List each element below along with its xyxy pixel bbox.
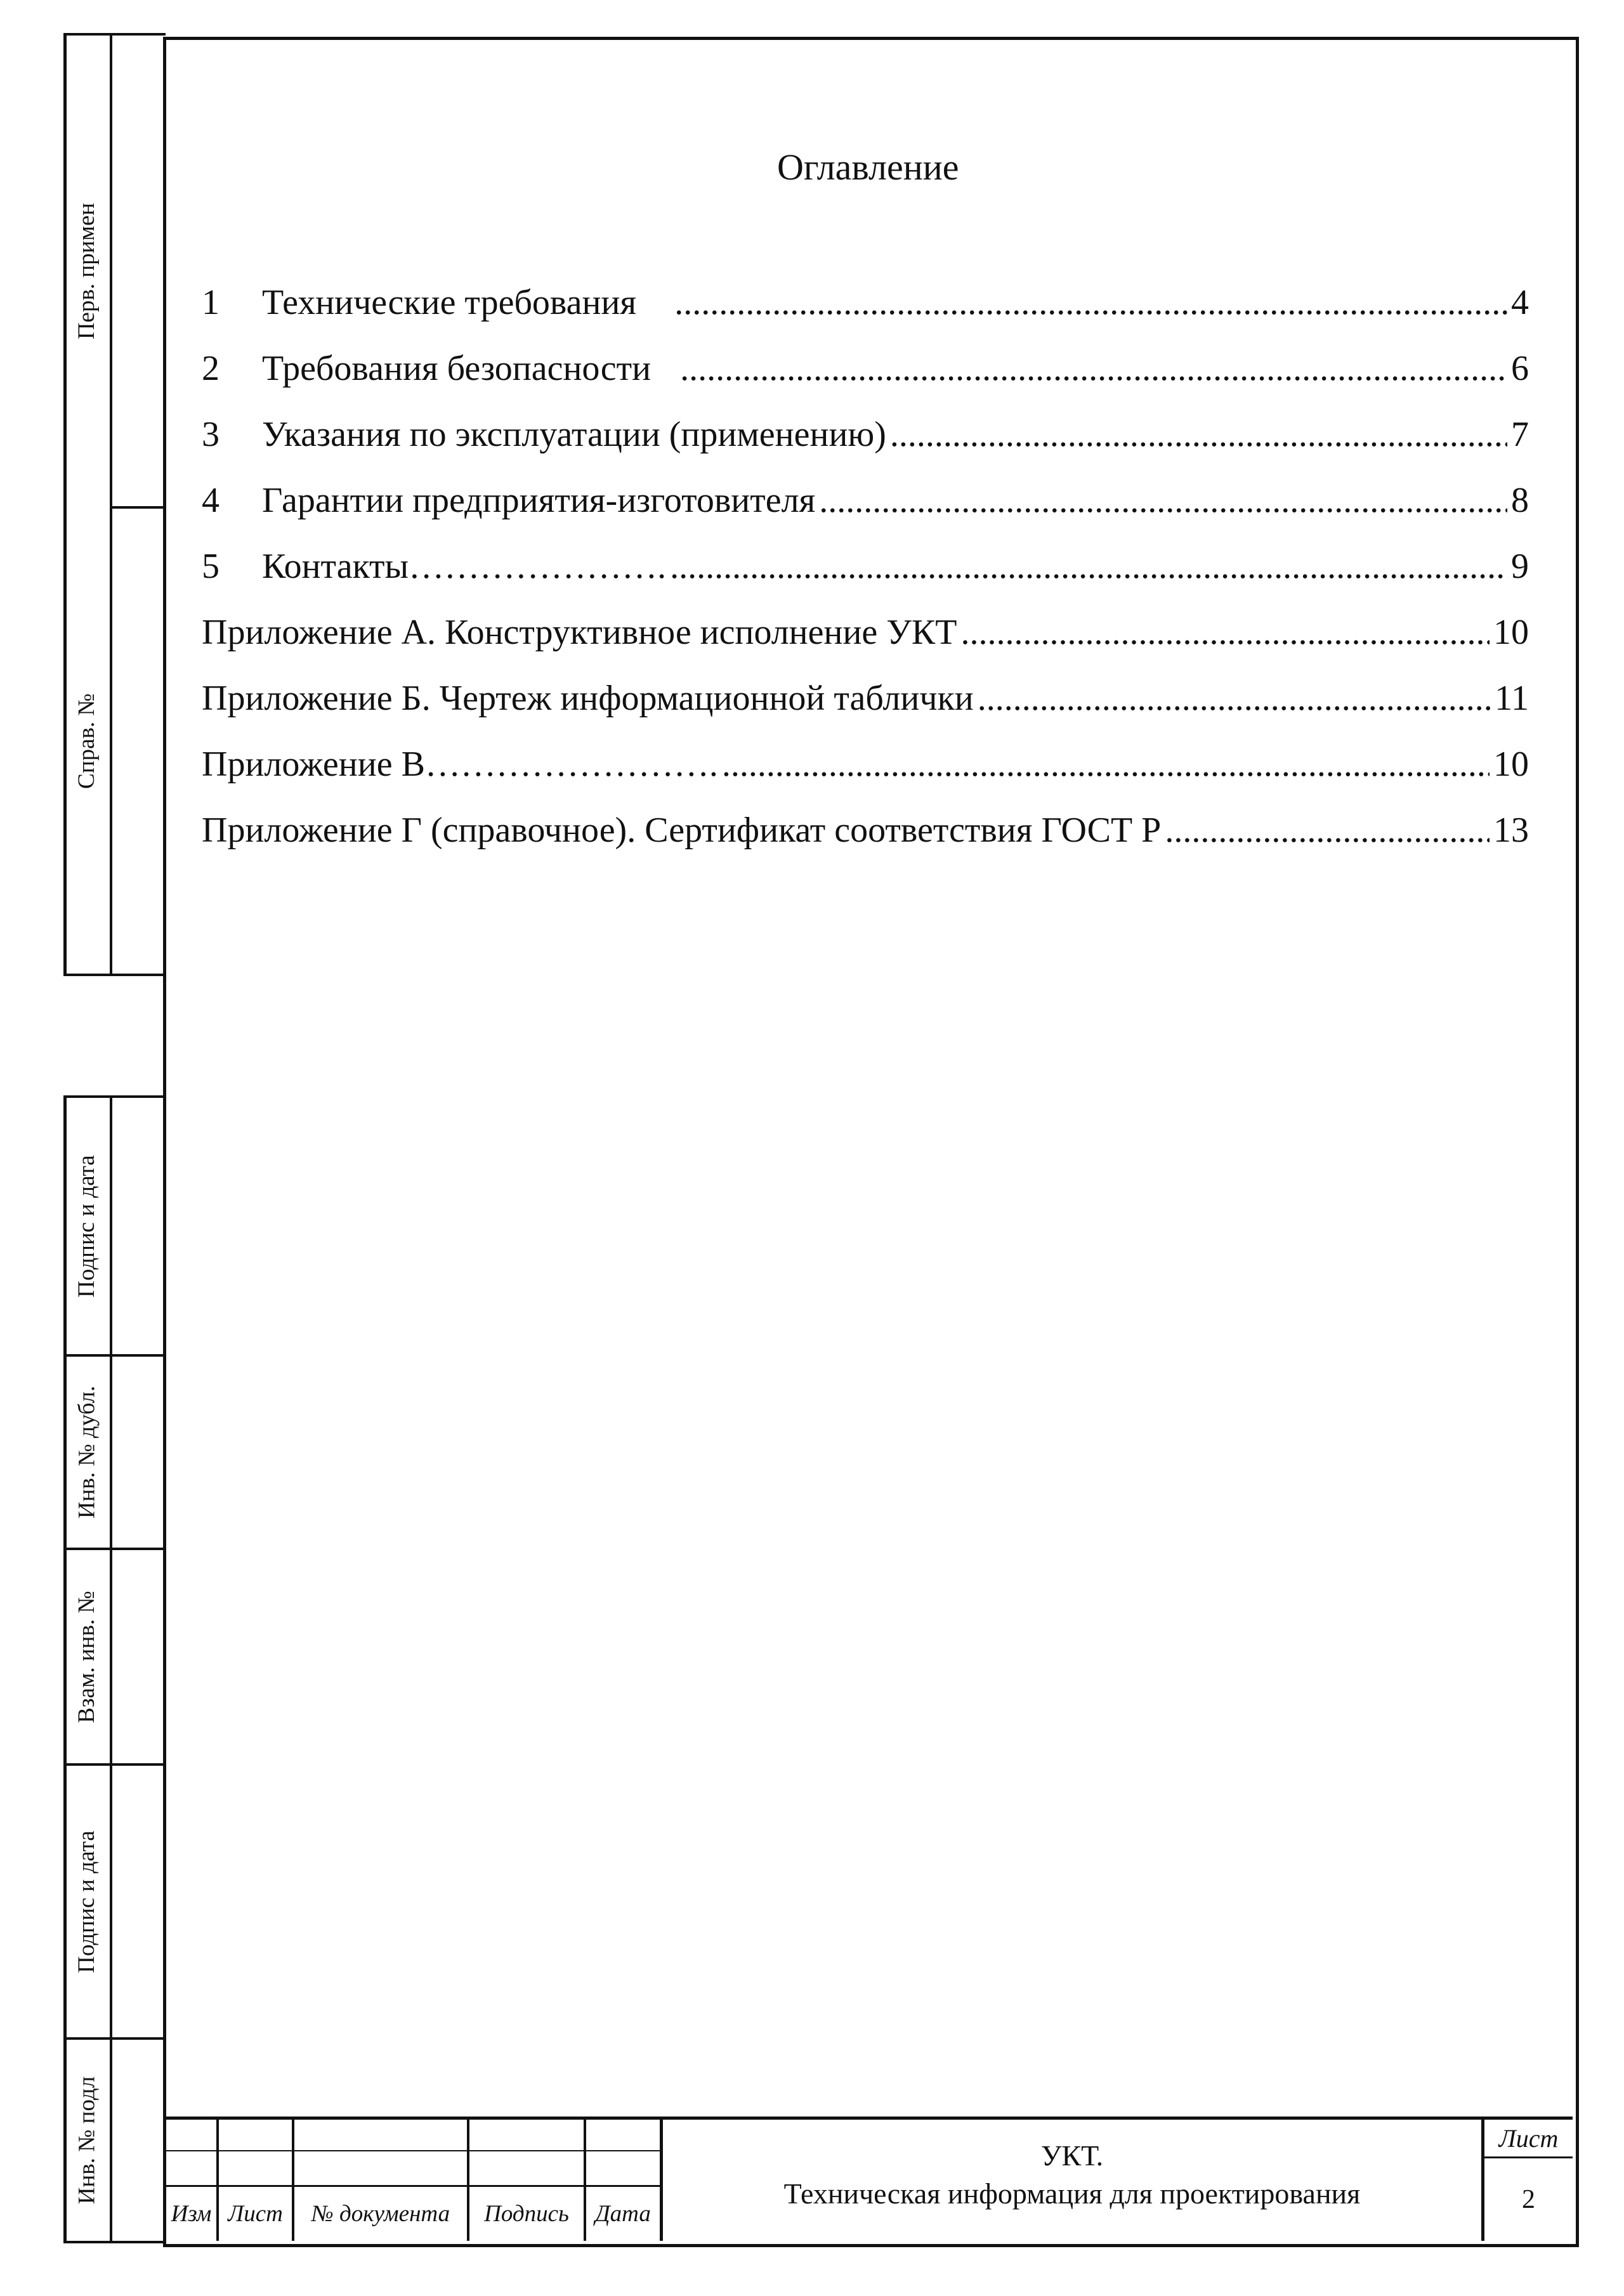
toc-entry-title: Приложение А. Конструктивное исполнение УКТ	[202, 613, 957, 652]
label-podpis-data-1: Подпис и дата	[74, 1154, 100, 1298]
title-block-date-header: Дата	[595, 2201, 651, 2227]
toc-entry-title: Гарантии предприятия-изготовителя	[262, 481, 816, 520]
toc-entry-number: 3	[202, 415, 219, 454]
toc-entry[interactable]	[202, 348, 1529, 393]
toc-entry[interactable]	[202, 480, 1529, 525]
toc-entry[interactable]	[202, 612, 1529, 656]
toc-entry-page: 13	[1493, 811, 1529, 850]
toc-entry[interactable]	[202, 546, 1529, 590]
toc-dot-leader	[819, 480, 1507, 521]
toc-title: Оглавление	[777, 147, 959, 188]
sheet-number: 2	[1522, 2185, 1535, 2214]
toc-entry[interactable]	[202, 678, 1529, 722]
toc-entry-number: 2	[202, 349, 219, 388]
toc-entry-number: 1	[202, 283, 219, 322]
toc-entry-title: Требования безопасности	[262, 349, 652, 388]
toc-entry[interactable]	[202, 282, 1529, 327]
label-vzam-inv: Взам. инв. №	[74, 1590, 100, 1723]
toc-dot-leader	[961, 612, 1490, 653]
toc-entry-title: Приложение Г (справочное). Сертификат соответствия ГОСТ Р	[202, 811, 1162, 850]
toc-entry-page: 7	[1511, 415, 1529, 454]
toc-dot-leader	[722, 744, 1490, 785]
toc-entry[interactable]	[202, 414, 1529, 459]
toc-entry-title: Указания по эксплуатации (применению)	[262, 415, 886, 454]
toc-entry-title: Контакты………………….	[262, 547, 667, 586]
toc-entry[interactable]	[202, 810, 1529, 854]
toc-dot-leader	[670, 546, 1507, 587]
toc-entry-number: 4	[202, 481, 219, 520]
toc-entry-title: Приложение В…………………….	[202, 745, 718, 784]
toc-dot-leader	[1165, 810, 1490, 851]
toc-dot-leader	[978, 678, 1491, 719]
toc-entry-page: 10	[1493, 613, 1529, 652]
toc-dot-leader	[890, 414, 1507, 455]
toc-entry-title: Технические требования	[262, 283, 637, 322]
sheet-label: Лист	[1498, 2123, 1559, 2153]
toc-dot-leader	[680, 348, 1507, 389]
toc-entry-page: 4	[1511, 283, 1529, 322]
toc-entry-title: Приложение Б. Чертеж информационной таблички	[202, 679, 974, 718]
title-block-signature-header: Подпись	[484, 2201, 569, 2227]
label-perv-primen: Перв. примен	[74, 202, 100, 339]
toc-dot-leader	[674, 282, 1507, 323]
toc-entry[interactable]	[202, 744, 1529, 788]
title-block-list-header: Лист	[228, 2201, 283, 2227]
toc-entry-page: 6	[1511, 349, 1529, 388]
label-inv-podl: Инв. № подл	[74, 2076, 100, 2205]
label-podpis-data-2: Подпис и дата	[74, 1830, 100, 1973]
title-block-izm-header: Изм	[171, 2201, 212, 2227]
toc-entry-page: 11	[1495, 679, 1529, 718]
document-title: Техническая информация для проектирования	[783, 2177, 1361, 2210]
toc-entry-page: 10	[1493, 745, 1529, 784]
title-block-doc-number-header: № документа	[311, 2201, 450, 2227]
document-code: УКТ.	[1040, 2139, 1104, 2172]
toc-entry-number: 5	[202, 547, 219, 586]
label-inv-dubl: Инв. № дубл.	[74, 1385, 100, 1519]
toc-entry-page: 9	[1511, 547, 1529, 586]
toc-entry-page: 8	[1511, 481, 1529, 520]
label-sprav-no: Справ. №	[74, 693, 100, 789]
